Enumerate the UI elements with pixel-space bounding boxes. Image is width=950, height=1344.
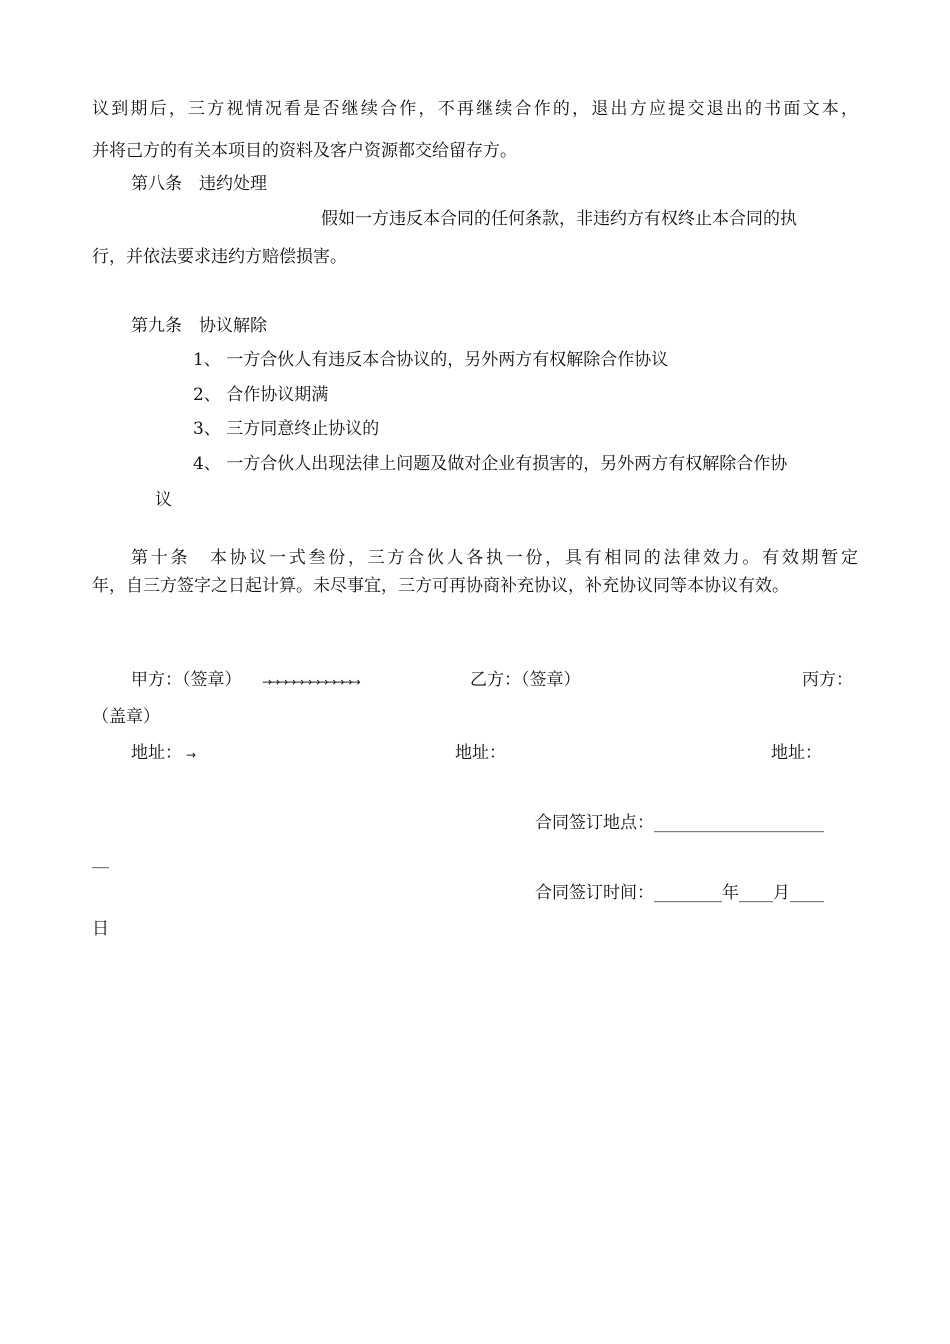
signing-time: 合同签订时间：________年____月____ xyxy=(535,883,824,903)
article10-line1: 第十条 本协议一式叁份，三方合伙人各执一份，具有相同的法律效力。有效期暂定 xyxy=(131,548,858,568)
party-b-label: 乙方：（签章） xyxy=(470,670,581,690)
signing-time-wrap: 日 xyxy=(92,919,109,939)
signing-place-wrap: __ xyxy=(92,849,109,869)
tab-arrows: →→→→→→→→→→→→ xyxy=(262,675,359,689)
article7-line1: 议到期后，三方视情况看是否继续合作，不再继续合作的，退出方应提交退出的书面文本， xyxy=(92,99,858,119)
signing-place: 合同签订地点：____________________ xyxy=(535,813,824,833)
article9-item-2: 2、 合作协议期满 xyxy=(193,385,329,405)
address-b-label: 地址： xyxy=(455,743,506,763)
address-a-label: 地址： xyxy=(131,743,182,763)
article9-item-4: 4、 一方合伙人出现法律上问题及做对企业有损害的，另外两方有权解除合作协 xyxy=(193,454,788,474)
article9-heading: 第九条 协议解除 xyxy=(131,316,267,336)
tab-arrow: → xyxy=(186,748,195,762)
article8-line1: 假如一方违反本合同的任何条款，非违约方有权终止本合同的执 xyxy=(321,209,797,229)
article9-item-1: 1、 一方合伙人有违反本合协议的，另外两方有权解除合作协议 xyxy=(193,350,669,370)
party-a-label: 甲方：（签章） xyxy=(131,670,242,690)
article9-item-3: 3、 三方同意终止协议的 xyxy=(193,419,380,439)
article10-line2: 年，自三方签字之日起计算。未尽事宜，三方可再协商补充协议，补充协议同等本协议有效。 xyxy=(92,576,789,596)
party-c-seal: （盖章） xyxy=(92,707,160,727)
article9-item-4-wrap: 议 xyxy=(155,490,172,510)
address-c-label: 地址： xyxy=(771,743,822,763)
party-c-label: 丙方： xyxy=(802,670,853,690)
article8-line2: 行，并依法要求违约方赔偿损害。 xyxy=(92,247,347,267)
article8-heading: 第八条 违约处理 xyxy=(131,174,267,194)
article7-line2: 并将己方的有关本项目的资料及客户资源都交给留存方。 xyxy=(92,141,517,161)
